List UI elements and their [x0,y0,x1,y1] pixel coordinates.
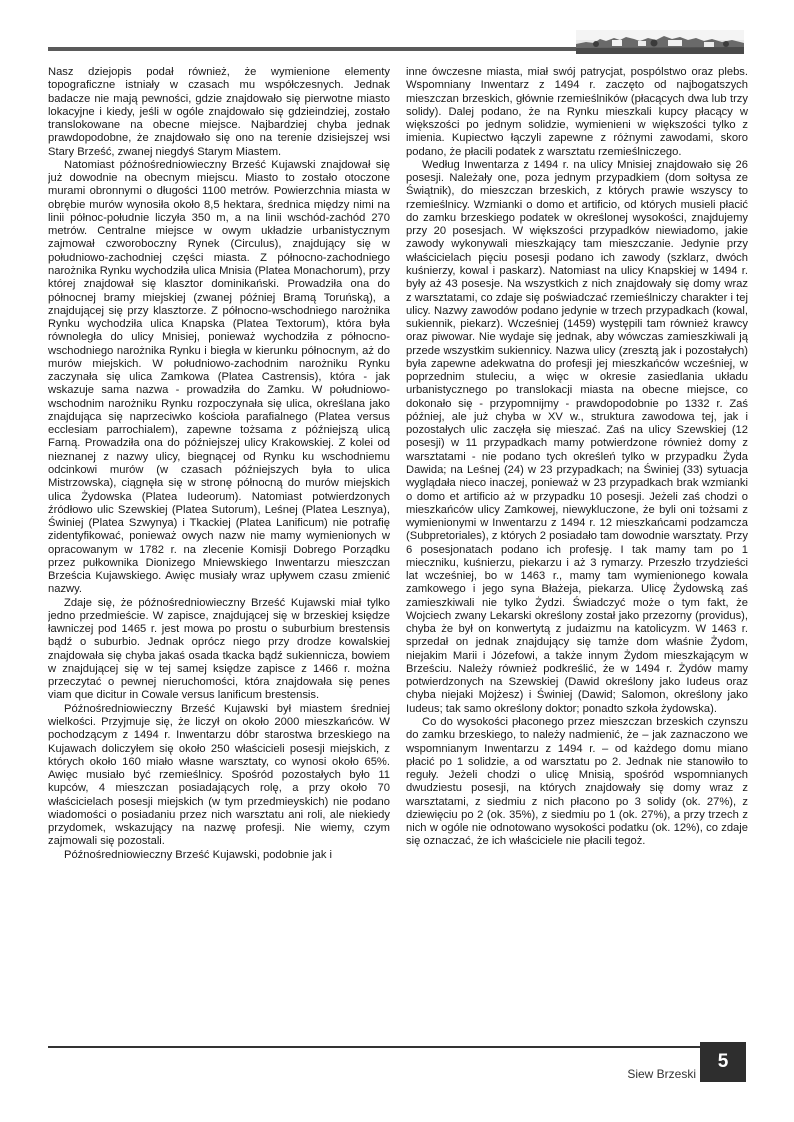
paragraph: Nasz dziejopis podał również, że wymienione elementy topograficzne istniały w czasach mu współczesnych. Jednak badacze nie mają pewności, gdzie znajdowało się pierwotne miasto lokacyjne i kiedy, jeśli w ogóle znajdowało się gdzieindziej, zostało translokowane na obecne miejsce. Najbardziej chyba jednak prawdopodobne, że znajdowało się ono na terenie dzisiejszej wsi Stary Brześć, zwanej niegdyś Starym Miastem. [48,66,390,158]
header-strip [48,30,744,54]
paragraph: Według Inwentarza z 1494 r. na ulicy Mnisiej znajdowało się 26 posesji. Należały one, poza jednym przypadkiem (dom sołtysa ze Świątnik), do mieszczan brzeskich, z których prawie wszyscy to rzemieślnicy. Wzmianki o domo et artificio, od których musieli płacić do zamku brzeskiego podatek w określonej wysokości, znajdujemy przy 20 posesjach. W większości przypadków niewiadomo, jakie zawody wykonywali mieszkający tam mieszczanie. Jedynie przy właścicielach pięciu posesji podano ich zawody (szklarz, dwóch kuśnierzy, kowal i paskarz). Natomiast na ulicy Knapskiej w 1494 r. były aż 43 posesje. Na wszystkich z nich znajdowały się domy wraz z warsztatami, co zdaje się poświadczać rzemieślniczy charakter i tej ulicy. Nazwy zawodów podano jedynie w trzech przypadkach (kowal, sukiennik, piekarz). Wcześniej (1459) występili tam również krawcy oraz piwowar. Nie wydaje się jednak, aby wówczas zamieszkiwali ją przede wszystkim sukiennicy. Nazwa ulicy (zresztą jak i pozostałych) była zapewne adekwatna do profesji jej mieszkańców wcześniej, w poprzednim stuleciu, a więc w okresie zasiedlania układu urbanistycznego po translokacji miasta na obecne miejsce, co dokonało się - przypomnijmy - prawdopodobnie po 1332 r. Zaś później, ale już chyba w XV w., struktura zawodowa tej, jak i pozostałych ulic zaczęła się mieszać. Zaś na ulicy Szewskiej (12 posesji) w 11 przypadkach mamy potwierdzone również domy z warsztatami - nie podano tych określeń tylko w przypadku Żyda Dawida; na Leśnej (24) w 23 przypadkach; na Świniej (33) sytuacja wyglądała nieco inaczej, ponieważ w 23 przypadkach brak wzmianki o domo et artificio aż w przypadku 10 posesji. Jeżeli zaś chodzi o mieszkańców ulicy Zamkowej, niewykluczone, że byli oni tożsami z wymienionymi w Inwentarzu z 1494 r. 12 mieszkańcami podzamcza (Subpretoriales), z których 2 posiadało tam dowodnie warsztaty. Przy 6 posesjonatach podano ich profesję. I tak mamy tam po 1 mieczniku, kuśnierzu, piekarzu i aż 3 rymarzy. Przeszło trzydzieści lat wcześniej, bo w 1463 r., mamy tam wymienionego kowala zamkowego i jego syna Błażeja, piekarza. Ulicę Żydowską zaś zamieszkiwali nie tylko Żydzi. Świadczyć może o tym fakt, że Wojciech zwany Lekarski określony został jako przezorny (providus), chyba że był on konwertytą z judaizmu na katolicyzm. W 1463 r. sprzedał on jednak znajdujący się tamże dom właśnie Żydom, niejakim Marii i Józefowi, a także innym Żydom mieszkającym w Brześciu. Należy również podkreślić, że w 1494 r. Żydów mamy potwierdzonych na Szewskiej (Dawid określony jako Iudeus oraz chyba niejaki Mojżesz) i Świniej (Dawid; Salomon, określony jako Iudeus; tak samo określony doktor; ponadto szkoła żydowska). [406,158,748,715]
right-column [406,66,748,1038]
magazine-title: Siew Brzeski [627,1067,696,1081]
paragraph: Późnośredniowieczny Brześć Kujawski był miastem średniej wielkości. Przyjmuje się, że liczył on około 2000 mieszkańców. W pochodzącym z 1494 r. Inwentarzu dóbr starostwa brzeskiego na Kujawach doliczyłem się około 250 właścicieli posesji miejskich, z których około 160 miało własne warsztaty, co wynosi około 65%. Awięc musiało być rzemieślnicy. Spośród pozostałych było 11 kupców, 4 mieszczan posiadających rolę, a przy około 70 właścicielach posesji miejskich (w tym przedmieyskich) nie podano wiadomości o posiadaniu przez nich warsztatu ani roli, ale niekiedy przydomek, wskazujący na nazwę profesji. Nie wiemy, czym zajmowali się pozostali. [48,702,390,848]
header-rule [48,47,614,51]
footer-rule [48,1046,700,1048]
page-number: 5 [700,1042,746,1082]
left-column [48,66,390,1038]
paragraph: Zdaje się, że późnośredniowieczny Brześć Kujawski miał tylko jedno przedmieście. W zapisce, znajdującej się w brzeskiej księdze ławniczej pod 1465 r. jest mowa po prostu o suburbium brestensis bądź o suburbio. Jednak oprócz niego przy drodze kowalskiej znajdowała się chyba jakaś osada tkacka bądź sukiennicza, bowiem w znajdującej się w tej samej księdze zapisce z 1466 r. można przeczytać o pewnej nieruchomości, która znajdowała się penes viam que dicitur in Cowale versus lanificum brestensis. [48,596,390,702]
paragraph: Co do wysokości płaconego przez mieszczan brzeskich czynszu do zamku brzeskiego, to należy nadmienić, że – jak zaznaczono we wspomnianym Inwentarzu z 1494 r. – od każdego domu miano płacić po 1 solidzie, a od warsztatu po 2. Jednak nie stanowiło to reguły. Jeżeli chodzi o ulicę Mnisią, spośród wspomnianych dwudziestu posesji, na których znajdowały się domy wraz z warsztatami, z siedmiu z nich płacono po 3 solidy (ok. 27%), z dziewięciu po 2 (ok. 35%), z siedmiu po 1 (ok. 27%), a przy trzech z nich w ogóle nie odnotowano wysokości podatku (ok. 12%), co zdaje się oznaczać, że ich właściciele nie płacili tegoż. [406,716,748,848]
paragraph: inne ówczesne miasta, miał swój patrycjat, pospólstwo oraz plebs. Wspomniany Inwentarz z 1494 r. zaczęto od najbogatszych mieszczan brzeskich, głównie rzemieślników (płacących dwa lub trzy solidy). Dalej podano, że na Rynku mieszkali kupcy płacący w większości po jednym solidzie, wymienieni w większości tylko z imienia. Kupiectwo łączyli zapewne z różnymi zawodami, skoro podano, że płacili podatek z warsztatu rzemieślniczego. [406,66,748,158]
paragraph: Późnośredniowieczny Brześć Kujawski, podobnie jak i [64,848,333,861]
town-panorama-photo [576,30,744,54]
article-body [48,66,748,1038]
paragraph: Natomiast późnośredniowieczny Brześć Kujawski znajdował się już dowodnie na obecnym miejscu. Miasto to zostało otoczone murami obronnymi o długości 1100 metrów. Powierzchnia miasta w obrębie murów wynosiła około 8,5 hektara, średnica między nimi na linii północ-południe liczyła 350 m, a na linii wschód-zachód 270 metrów. Centralne miejsce w owym układzie urbanistycznym zajmował czworoboczny Rynek (Circulus), znajdujący się w południowo-zachodniej części miasta. Z północno-zachodniego narożnika Rynku wychodziła ulica Mnisia (Platea Monachorum), przy której znajdował się klasztor dominikański. Prowadziła ona do północnej bramy miejskiej (zwanej później Bramą Toruńską), a znajdującej się przy klasztorze. Z północno-wschodniego narożnika Rynku wychodziła ulica Knapska (Platea Textorum), która była równoległa do ulicy Mnisiej, ponieważ wychodziła z północno-wschodniego narożnika Rynku i biegła w kierunku północnym, aż do murów miejskich. W południowo-zachodnim narożniku Rynku zaczynała się ulica Zamkowa (Platea Castrensis), która - jak wskazuje sama nazwa - prowadziła do Zamku. W południowo-wschodnim narożniku Rynku rozpoczynała się ulica, określana jako znajdująca się naprzeciwko kościoła parafialnego (Platea versus ecclesiam parrochialem), zapewne tożsama z późniejszą ulicą Farną. Prowadziła ona do późniejszej ulicy Krakowskiej. Z kolei od nieznanej z nazwy ulicy, biegnącej od Rynku ku wschodniemu odcinkowi murów (w czasach późniejszych była to ulica Mistrzowska), ciągnęła się w stronę północną do murów miejskich ulica Żydowska (Platea Iudeorum). Natomiast potwierdzonych źródłowo ulic Szewskiej (Platea Sutorum), Leśnej (Platea Lesznya), Świniej (Platea Szwynya) i Tkackiej (Platea Lanificum) nie potrafię zidentyfikować, ponieważ owych nazw nie mamy wymienionych w opracowanym w 1782 r. na zlecenie Komisji Dobrego Porządku przez pułkownika Dionizego Mniewskiego Inwentarzu mieszczan Brześcia Kujawskiego. Awięc musiały wraz upływem czasu zmienić nazwy. [48,158,390,596]
